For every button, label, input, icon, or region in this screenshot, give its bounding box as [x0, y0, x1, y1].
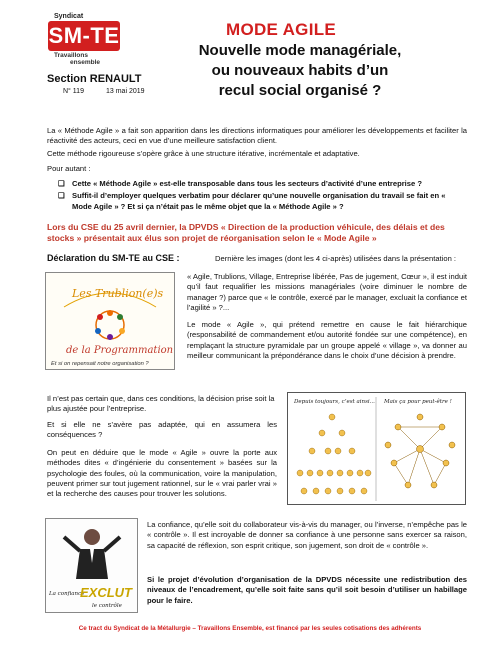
middle-paragraph-1: Il n’est pas certain que, dans ces conditions, la décision prise soit la plus ajustée pour l’entreprise. — [47, 394, 275, 414]
trublions-image — [45, 272, 175, 370]
exclut-illustration — [46, 519, 137, 612]
bottom-paragraph-1: La confiance, qu’elle soit du collaborateur vis-à-vis du manager, ou l’inverse, n’empêche pas le « contrôle ». Il est incroyable de donner sa confiance à une personne sans exercer sa raison, sa capacité de réflexion, son esprit critique, son jugement, son droit de « contrôle ». — [147, 520, 467, 550]
syndicate-logo — [48, 13, 120, 71]
exclut-bottom-text: le contrôle — [92, 603, 122, 609]
cartoon-left-caption: Depuis toujours, c’est ainsi... — [294, 399, 375, 405]
cartoon-right-caption: Mais ça pour peut-être ! — [384, 399, 452, 405]
exclut-big-text: EXCLUT — [80, 585, 132, 600]
declaration-title: Déclaration du SM-TE au CSE : — [47, 253, 180, 263]
question-text-1: Cette « Méthode Agile » est-elle transposable dans tous les secteurs d’activité d’une entreprise ? — [72, 179, 422, 188]
section-label: Section RENAULT — [47, 73, 142, 85]
confidence-excludes-control-image — [45, 518, 138, 613]
intro-paragraph-2: Cette méthode rigoureuse s’opère grâce à une structure itérative, incrémentale et adaptative. — [47, 149, 360, 158]
pyramid-icon — [297, 414, 371, 494]
businessman-icon — [64, 529, 120, 579]
middle-paragraph-3: On peut en déduire que le mode « Agile » ouvre la porte aux méthodes dites « d’ingénierie du consentement » basées sur la psychologie des foules, où la communication, voire la manipulation, peuvent primer sur tout jugement rationnel, sur le « vrai parler vrai » et la recherche des causes pour trouver les solutions. — [47, 448, 277, 499]
page-subtitle — [180, 41, 420, 101]
hierarchy-illustration — [288, 393, 465, 504]
page-title: MODE AGILE — [226, 20, 337, 39]
logo-top-text: Syndicat — [54, 13, 84, 20]
checkbox-icon: ❏ — [58, 179, 65, 188]
subtitle-line-3: recul social organisé ? — [218, 82, 382, 99]
declaration-paragraph-1: « Agile, Trublions, Village, Entreprise libérée, Pas de jugement, Cœur », il est induit qu’il faut requalifier les missions managériales (voire diminuer le nombre de manager ?) parce que « le contrôle, exercé par le manager, excluait la confiance et l’agilité » ?... — [187, 272, 467, 312]
logo-main-text: SM-TE — [48, 21, 120, 51]
checkbox-icon: ❏ — [58, 191, 65, 201]
middle-paragraph-2: Et si elle ne s’avère pas adaptée, qui en assumera les conséquences ? — [47, 420, 277, 440]
logo-sub-text-2: ensemble — [70, 59, 100, 66]
trublions-illustration — [46, 273, 174, 369]
question-text-2: Suffit-il d’employer quelques verbatim pour déclarer qu’une nouvelle organisation du travail se fait en « Mode Agile » ? Et si ça n’était pas le même objet que la « Méthode Agile » ? — [72, 191, 446, 211]
subtitle-line-2: ou nouveaux habits d’un — [211, 62, 389, 79]
list-item — [58, 191, 458, 212]
trublions-caption: Et si on repensait notre organisation ? — [51, 361, 149, 367]
network-icon — [385, 414, 455, 488]
declaration-note: Dernière les images (dont les 4 ci-après) utilisées dans la présentation : — [215, 254, 457, 263]
trublions-title: Les Trublion(e)s — [72, 287, 164, 300]
issue-date: 13 mai 2019 — [106, 88, 145, 95]
footer-note: Ce tract du Syndicat de la Métallurgie – Travaillons Ensemble, est financé par les seules cotisations des adhérents — [78, 625, 422, 632]
exclut-left-text: La confiance — [49, 591, 85, 597]
subtitle-line-1: Nouvelle mode managériale, — [198, 42, 402, 59]
issue-number: N° 119 — [63, 88, 84, 95]
trublions-subtitle: de la Programmation — [66, 345, 174, 356]
question-list — [58, 179, 458, 212]
logo-sub-text-1: Travaillons — [54, 52, 88, 59]
people-circle-icon — [95, 310, 125, 340]
bottom-paragraph-2: Si le projet d’évolution d’organisation de la DPVDS nécessite une redistribution des niveaux de l’encadrement, qu’elle soit faite sans qu’il soit besoin d’utiliser un habillage pour le faire. — [147, 575, 467, 605]
intro-paragraph-1: La « Méthode Agile » a fait son apparition dans les directions informatiques pour améliorer les développements et faciliter la réactivité des acteurs, ceci en vue d’une meilleure satisfaction client. — [47, 126, 467, 146]
hierarchy-cartoon — [287, 392, 466, 505]
intro-paragraph-3: Pour autant : — [47, 164, 91, 173]
cse-paragraph: Lors du CSE du 25 avril dernier, la DPVDS « Direction de la production véhicule, des délais et des stocks » présentait aux élus son projet de réorganisation selon le « Mode Agile » — [47, 222, 445, 243]
list-item — [58, 179, 458, 189]
declaration-paragraph-2: Le mode « Agile », qui prétend remettre en cause le fait hiérarchique (responsabilité de commandement et/ou autorité fondée sur une compétence), en remplaçant la structure pyramidale par un groupe appelé « village », va donner au meilleur communicant la prépondérance dans le choix d’une décision à prendre. — [187, 320, 467, 360]
